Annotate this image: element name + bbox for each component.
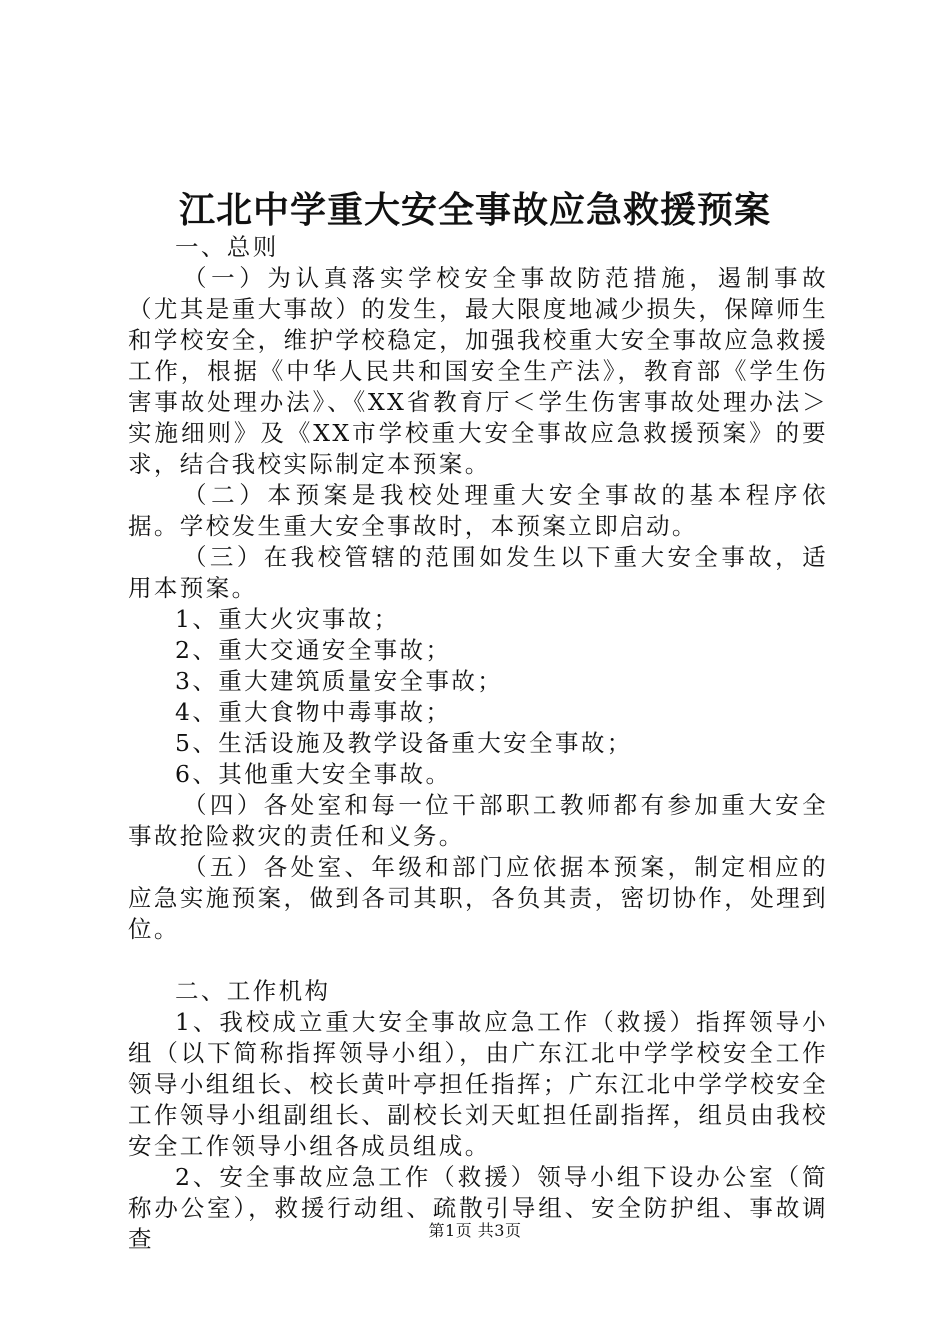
document-title: 江北中学重大安全事故应急救援预案 [178, 190, 771, 231]
paragraph-spacer [128, 945, 828, 976]
document-body [128, 232, 828, 1255]
list-item: 6、其他重大安全事故。 [175, 760, 452, 788]
paragraph-2: （二）本预案是我校处理重大安全事故的基本程序依据。学校发生重大安全事故时，本预案立即启动。 [128, 481, 828, 540]
paragraph-1: （一）为认真落实学校安全事故防范措施，遏制事故（尤其是重大事故）的发生，最大限度地减少损失，保障师生和学校安全，维护学校稳定，加强我校重大安全事故应急救援工作，根据《中华人民共和国安全生产法》，教育部《学生伤害事故处理办法》、《XX省教育厅＜学生伤害事故处理办法＞实施细则》及《XX市学校重大安全事故应急救援预案》的要求，结合我校实际制定本预案。 [128, 264, 828, 478]
paragraph-3: （三）在我校管辖的范围如发生以下重大安全事故，适用本预案。 [128, 543, 828, 602]
list-item: 5、生活设施及教学设备重大安全事故； [175, 729, 633, 757]
list-item: 1、重大火灾事故； [175, 605, 400, 633]
paragraph-6: 1、我校成立重大安全事故应急工作（救援）指挥领导小组（以下简称指挥领导小组），由广东江北中学学校安全工作领导小组组长、校长黄叶亭担任指挥；广东江北中学学校安全工作领导小组副组长、副校长刘天虹担任副指挥，组员由我校安全工作领导小组各成员组成。 [128, 1008, 828, 1160]
paragraph-4: （四）各处室和每一位干部职工教师都有参加重大安全事故抢险救灾的责任和义务。 [128, 791, 828, 850]
list-item: 2、重大交通安全事故； [175, 636, 452, 664]
list-item: 3、重大建筑质量安全事故； [175, 667, 504, 695]
section-heading-organization: 二、工作机构 [175, 977, 331, 1005]
page-number: 第1页 共3页 [428, 1221, 522, 1240]
section-heading-general: 一、总则 [175, 233, 279, 261]
list-item: 4、重大食物中毒事故； [175, 698, 452, 726]
paragraph-7: 2、安全事故应急工作（救援）领导小组下设办公室（简称办公室），救援行动组、疏散引导组、安全防护组、事故调查 [128, 1163, 828, 1253]
paragraph-5: （五）各处室、年级和部门应依据本预案，制定相应的应急实施预案，做到各司其职，各负其责，密切协作，处理到位。 [128, 853, 828, 943]
